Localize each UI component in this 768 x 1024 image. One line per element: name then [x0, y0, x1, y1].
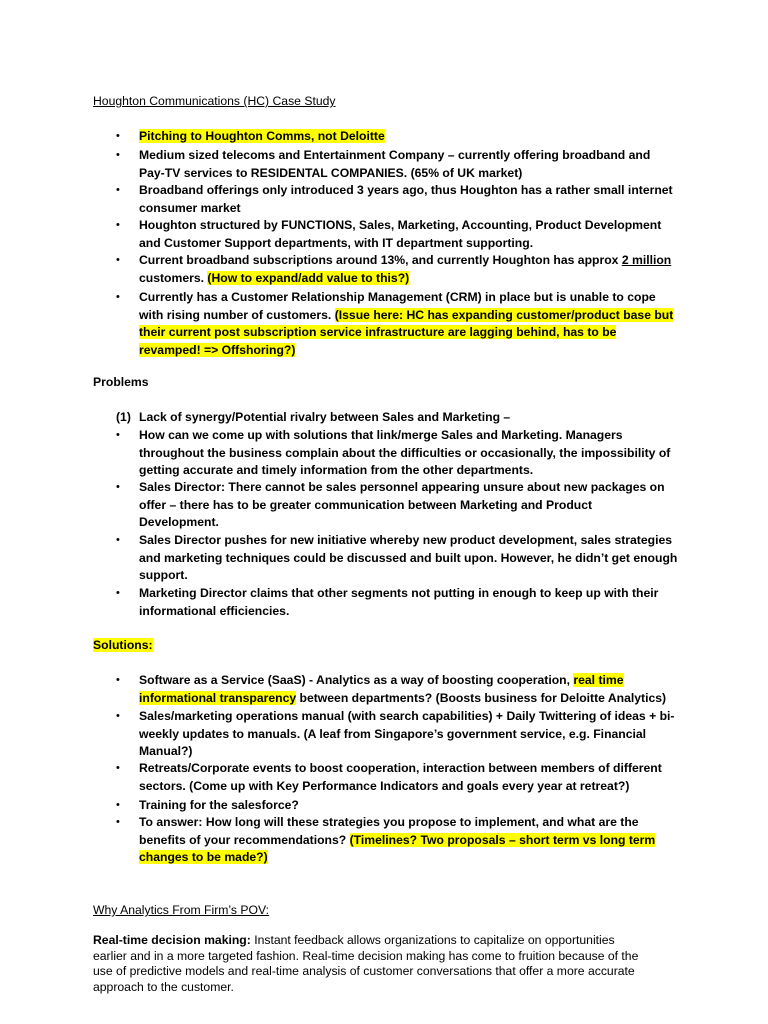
bullet-glyph: • [116, 130, 120, 142]
bullet-glyph: • [116, 674, 120, 686]
text-run: real time [573, 673, 624, 687]
solution-bullet-line [139, 778, 629, 796]
text-run: Currently has a Customer Relationship Management (CRM) in place but is unable to cope [139, 290, 656, 304]
problem-bullet-line: How can we come up with solutions that link/merge Sales and Marketing. Managers [139, 428, 623, 442]
bullet-glyph: • [116, 534, 120, 546]
problem-bullet-line: and marketing techniques could be discussed and built upon. However, he didn’t get enough [139, 550, 678, 565]
text-run: with rising number of customers. [139, 307, 335, 322]
intro-bullet-line [139, 200, 241, 218]
text-run: sectors. (Come up with Key Performance Indicators and goals every year at retreat?) [139, 778, 630, 793]
text-run: revamped! => Offshoring?) [139, 342, 296, 357]
text-run: Medium sized telecoms and Entertainment Company – currently offering broadband and [139, 148, 651, 162]
bullet-glyph: • [116, 816, 120, 828]
realtime-line [93, 964, 635, 980]
bullet-glyph: • [116, 762, 120, 774]
problem-bullet-line: support. [139, 568, 188, 582]
realtime-text: earlier and in a more targeted fashion. Real-time decision making has come to fruition because of the [93, 948, 639, 963]
realtime-line [93, 949, 638, 965]
bullet-glyph: • [116, 481, 120, 493]
solutions-heading [93, 637, 153, 655]
text-run: benefits of your recommendations? [139, 832, 350, 847]
text-run: (Timelines? Two proposals – short term vs long term [349, 832, 656, 847]
bullet-glyph: • [116, 587, 120, 599]
solution-bullet-line [139, 690, 666, 708]
bullet-glyph: • [116, 254, 120, 266]
realtime-text: use of predictive models and real-time analysis of customer conversations that offer a more accurate [93, 964, 635, 978]
text-run: between departments? (Boosts business for Deloitte Analytics) [296, 690, 667, 705]
text-run: Pitching to Houghton Comms, not Deloitte [139, 129, 385, 143]
solution-bullet-line [139, 726, 646, 744]
document-title: Houghton Communications (HC) Case Study [93, 94, 336, 108]
why-analytics-heading: Why Analytics From Firm’s POV: [93, 903, 270, 917]
problem-heading: Lack of synergy/Potential rivalry between Sales and Marketing – [139, 410, 511, 424]
bullet-glyph: • [116, 710, 120, 722]
intro-bullet-line [139, 342, 295, 360]
text-run: their current post subscription service infrastructure are lagging behind, has to be [139, 325, 617, 339]
problems-heading: Problems [93, 375, 149, 389]
text-run: Training for the salesforce? [139, 798, 299, 812]
problem-bullet-line: offer – there has to be greater communication between Marketing and Product [139, 497, 593, 512]
solution-bullet-line [139, 760, 662, 778]
text-run: Broadband offerings only introduced 3 years ago, thus Houghton has a rather small internet [139, 183, 673, 197]
solution-bullet-line [139, 814, 639, 832]
intro-bullet-line [139, 270, 409, 288]
solution-bullet-line [139, 708, 675, 726]
intro-bullet-line [139, 235, 533, 253]
intro-bullet-line [139, 307, 673, 325]
realtime-text: approach to the customer. [93, 979, 234, 994]
realtime-text: Instant feedback allows organizations to capitalize on opportunities [250, 933, 615, 947]
bullet-glyph: • [116, 429, 120, 441]
intro-bullet-line [139, 324, 616, 342]
text-run: consumer market [139, 200, 241, 215]
realtime-line [93, 933, 615, 949]
text-run: weekly updates to manuals. (A leaf from Singapore’s government service, e.g. Financial [139, 726, 647, 741]
text-run: customers. [139, 270, 208, 285]
bullet-glyph: • [116, 219, 120, 231]
intro-bullet-line [139, 147, 650, 165]
problem-bullet-line: getting accurate and timely information from the other departments. [139, 463, 534, 477]
intro-bullet-line [139, 165, 522, 183]
solution-bullet-line [139, 832, 655, 850]
bullet-glyph: • [116, 291, 120, 303]
bullet-glyph: • [116, 149, 120, 161]
realtime-line [93, 980, 234, 996]
text-run: Manual?) [139, 744, 193, 758]
text-run: To answer: How long will these strategies you propose to implement, and what are the [139, 815, 639, 829]
solution-bullet-line [139, 672, 624, 690]
text-run: Pay-TV services to RESIDENTAL COMPANIES. (65% of UK market) [139, 165, 523, 180]
text-run: Current broadband subscriptions around 13%, and currently Houghton has approx [139, 253, 622, 267]
problem-bullet-line: informational efficiencies. [139, 603, 290, 618]
solution-bullet-line [139, 743, 193, 761]
problem-bullet-line: Sales Director pushes for new initiative whereby new product development, sales strategies [139, 533, 673, 547]
bullet-glyph: • [116, 184, 120, 196]
text-run: changes to be made?) [139, 850, 268, 864]
text-run: 2 million [621, 253, 672, 267]
text-run: Sales/marketing operations manual (with search capabilities) + Daily Twittering of ideas + bi- [139, 709, 675, 723]
bullet-glyph: • [116, 799, 120, 811]
text-run: and Customer Support departments, with IT department supporting. [139, 235, 534, 250]
text-run: Retreats/Corporate events to boost cooperation, interaction between members of different [139, 761, 662, 775]
solutions-heading-text: Solutions: [93, 638, 153, 652]
problem-bullet-line: Sales Director: There cannot be sales personnel appearing unsure about new packages on [139, 480, 665, 494]
problem-bullet-line: Marketing Director claims that other segments not putting in enough to keep up with their [139, 586, 659, 600]
text-run: Houghton structured by FUNCTIONS, Sales, Marketing, Accounting, Product Development [139, 218, 662, 232]
realtime-label: Real-time decision making: [93, 933, 251, 947]
intro-bullet-line [139, 252, 671, 270]
problem-bullet-line: Development. [139, 515, 219, 529]
text-run: (Issue here: HC has expanding customer/product base but [334, 307, 674, 322]
solution-bullet-line [139, 797, 299, 815]
solution-bullet-line [139, 849, 268, 867]
text-run: (How to expand/add value to this?) [207, 270, 410, 285]
text-run: informational transparency [139, 690, 297, 705]
intro-bullet-line [139, 217, 661, 235]
problem-number: (1) [116, 410, 131, 424]
intro-bullet-line [139, 128, 385, 146]
problem-bullet-line: throughout the business complain about the difficulties or occasionally, the impossibility of [139, 445, 671, 460]
text-run: Software as a Service (SaaS) - Analytics as a way of boosting cooperation, [139, 673, 574, 687]
intro-bullet-line [139, 289, 656, 307]
intro-bullet-line [139, 182, 673, 200]
